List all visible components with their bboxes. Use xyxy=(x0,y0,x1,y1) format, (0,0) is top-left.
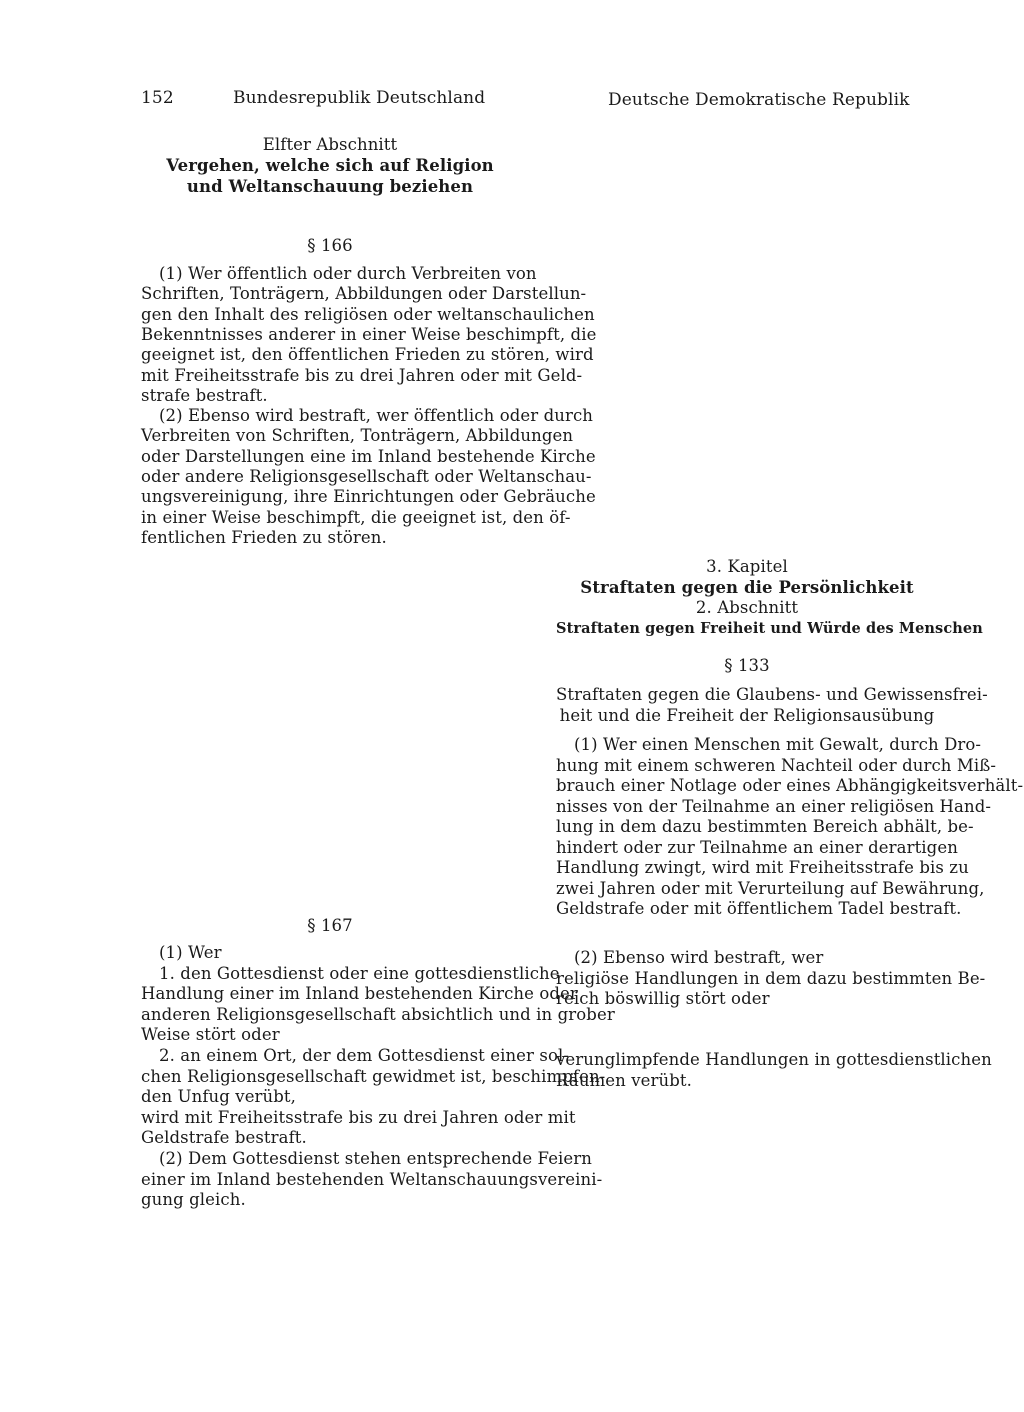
text-line: 2. an einem Ort, der dem Gottesdienst einer sol- xyxy=(159,1046,570,1065)
text-line: oder Darstellungen eine im Inland bestehende Kirche xyxy=(141,447,596,466)
paragraph-166-heading: § 166 xyxy=(307,236,353,255)
text-line: mit Freiheitsstrafe bis zu drei Jahren oder mit Geld- xyxy=(141,366,583,385)
text-line: Verbreiten von Schriften, Tonträgern, Abbildungen xyxy=(141,426,574,445)
text-line: Handlung zwingt, wird mit Freiheitsstrafe bis zu xyxy=(556,858,969,877)
paragraph-167-heading: § 167 xyxy=(307,916,353,935)
text-line: Weise stört oder xyxy=(141,1025,280,1044)
text-line: den Unfug verübt, xyxy=(141,1087,297,1106)
section-subtitle-line: und Weltanschauung beziehen xyxy=(186,177,474,196)
paragraph-133-heading: § 133 xyxy=(724,656,770,675)
paragraph-133-title-line: heit und die Freiheit der Religionsausübung xyxy=(559,706,935,725)
text-line: einer im Inland bestehenden Weltanschauungsvereini- xyxy=(141,1170,603,1189)
section-title-right: Straftaten gegen Freiheit und Würde des Menschen xyxy=(556,620,983,637)
text-line: geeignet ist, den öffentlichen Frieden zu stören, wird xyxy=(141,345,594,364)
text-line: religiöse Handlungen in dem dazu bestimmten Be- xyxy=(556,969,986,988)
text-line: lung in dem dazu bestimmten Bereich abhält, be- xyxy=(556,817,974,836)
chapter-title: Straftaten gegen die Persönlichkeit xyxy=(580,578,914,597)
text-line: gen den Inhalt des religiösen oder weltanschaulichen xyxy=(141,305,595,324)
chapter-label: 3. Kapitel xyxy=(706,557,788,576)
paragraph-133-title-line: Straftaten gegen die Glaubens- und Gewissensfrei- xyxy=(556,685,988,704)
section-subtitle-line: Vergehen, welche sich auf Religion xyxy=(166,156,494,175)
text-line: 1. den Gottesdienst oder eine gottesdienstliche xyxy=(159,964,560,983)
text-line: verunglimpfende Handlungen in gottesdienstlichen xyxy=(556,1050,992,1069)
text-line: (2) Ebenso wird bestraft, wer öffentlich oder durch xyxy=(159,406,594,425)
text-line: (1) Wer xyxy=(159,943,222,962)
text-line: Handlung einer im Inland bestehenden Kirche oder xyxy=(141,984,578,1003)
text-line: anderen Religionsgesellschaft absichtlich und in grober xyxy=(141,1005,615,1024)
text-line: strafe bestraft. xyxy=(141,386,268,405)
text-line: fentlichen Frieden zu stören. xyxy=(141,528,387,547)
running-head-right: Deutsche Demokratische Republik xyxy=(608,90,910,110)
text-line: hung mit einem schweren Nachteil oder durch Miß- xyxy=(556,756,997,775)
text-line: (2) Dem Gottesdienst stehen entsprechende Feiern xyxy=(159,1149,593,1168)
text-line: nisses von der Teilnahme an einer religiösen Hand- xyxy=(556,797,992,816)
text-line: hindert oder zur Teilnahme an einer derartigen xyxy=(556,838,958,857)
text-line: in einer Weise beschimpft, die geeignet ist, den öf- xyxy=(141,508,571,527)
page-number: 152 xyxy=(141,88,174,108)
text-line: (1) Wer einen Menschen mit Gewalt, durch Dro- xyxy=(574,735,982,754)
text-line: oder andere Religionsgesellschaft oder Weltanschau- xyxy=(141,467,592,486)
text-line: chen Religionsgesellschaft gewidmet ist, beschimpfen- xyxy=(141,1067,606,1086)
text-line: Geldstrafe bestraft. xyxy=(141,1128,307,1147)
text-line: Bekenntnisses anderer in einer Weise beschimpft, die xyxy=(141,325,597,344)
text-line: Räumen verübt. xyxy=(556,1071,692,1090)
text-line: zwei Jahren oder mit Verurteilung auf Bewährung, xyxy=(556,879,985,898)
text-line: (1) Wer öffentlich oder durch Verbreiten von xyxy=(159,264,537,283)
text-line: gung gleich. xyxy=(141,1190,246,1209)
running-head-left: Bundesrepublik Deutschland xyxy=(233,88,486,108)
text-line: Geldstrafe oder mit öffentlichem Tadel bestraft. xyxy=(556,899,962,918)
section-label: 2. Abschnitt xyxy=(695,598,799,617)
text-line: ungsvereinigung, ihre Einrichtungen oder Gebräuche xyxy=(141,487,596,506)
section-title: Elfter Abschnitt xyxy=(262,135,398,154)
text-line: wird mit Freiheitsstrafe bis zu drei Jahren oder mit xyxy=(141,1108,576,1127)
text-line: (2) Ebenso wird bestraft, wer xyxy=(574,948,824,967)
text-line: reich böswillig stört oder xyxy=(556,989,770,1008)
text-line: Schriften, Tonträgern, Abbildungen oder Darstellun- xyxy=(141,284,587,303)
text-line: brauch einer Notlage oder eines Abhängigkeitsverhält- xyxy=(556,776,1024,795)
